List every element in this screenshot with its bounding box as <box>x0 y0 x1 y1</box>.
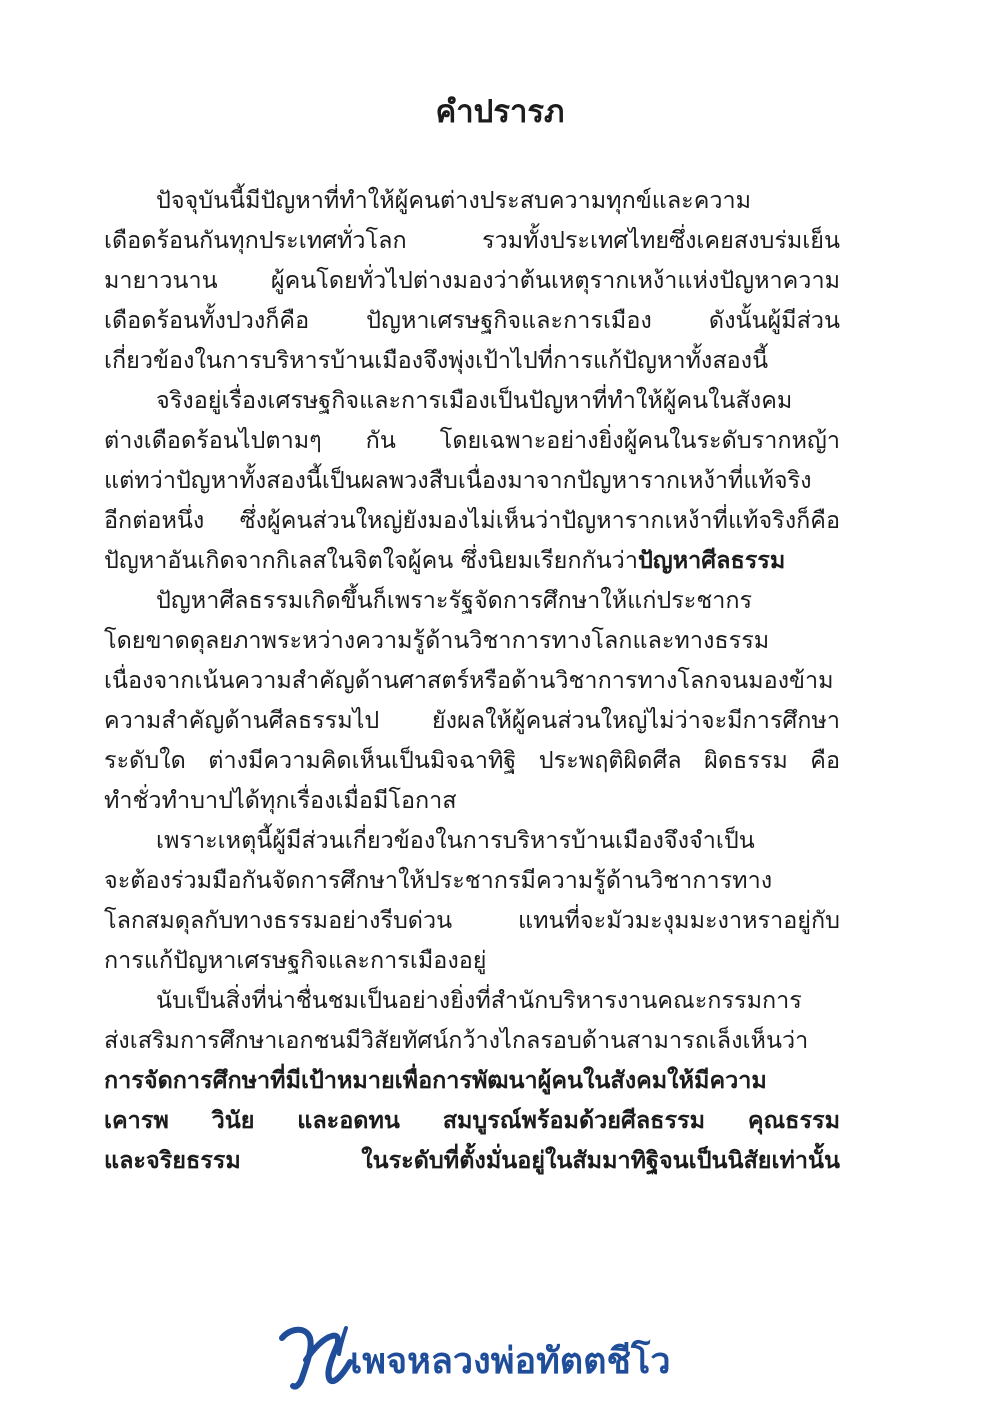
body-text <box>104 180 840 1180</box>
paragraph-5-line: ส่งเสริมการศึกษาเอกชนมีวิสัยทัศน์กว้างไกลรอบด้านสามารถเล็งเห็นว่า <box>104 1026 809 1054</box>
paragraph-2-line: ต่างเดือดร้อนไปตามๆ กัน โดยเฉพาะอย่างยิ่งผู้คนในระดับรากหญ้า <box>104 426 840 454</box>
paragraph-5-bold-line: และจริยธรรม ในระดับที่ตั้งมั่นอยู่ในสัมมาทิฐิจนเป็นนิสัยเท่านั้น <box>104 1146 840 1174</box>
paragraph-2-last-line <box>104 540 840 580</box>
paragraph-1-line: เดือดร้อนทั้งปวงก็คือ ปัญหาเศรษฐกิจและการเมือง ดังนั้นผู้มีส่วน <box>104 306 840 334</box>
paragraph-3-line: ปัญหาศีลธรรมเกิดขึ้นก็เพราะรัฐจัดการศึกษาให้แก่ประชากร <box>156 586 753 614</box>
paragraph-1-line: เดือดร้อนกันทุกประเทศทั่วโลก รวมทั้งประเทศไทยซึ่งเคยสงบร่มเย็น <box>104 226 840 254</box>
paragraph-1-line: เกี่ยวข้องในการบริหารบ้านเมืองจึงพุ่งเป้าไปที่การแก้ปัญหาทั้งสองนี้ <box>104 346 769 374</box>
paragraph-2-line: แต่ทว่าปัญหาทั้งสองนี้เป็นผลพวงสืบเนื่องมาจากปัญหารากเหง้าที่แท้จริง <box>104 466 812 494</box>
paragraph-5-bold-line: เคารพ วินัย และอดทน สมบูรณ์พร้อมด้วยศีลธรรม คุณธรรม <box>104 1106 840 1134</box>
paragraph-3-line: โดยขาดดุลยภาพระหว่างความรู้ด้านวิชาการทางโลกและทางธรรม <box>104 626 770 654</box>
paragraph-5-line: นับเป็นสิ่งที่น่าชื่นชมเป็นอย่างยิ่งที่สำนักบริหารงานคณะกรรมการ <box>156 986 802 1014</box>
paragraph-1-line: ปัจจุบันนี้มีปัญหาที่ทำให้ผู้คนต่างประสบความทุกข์และความ <box>156 186 752 214</box>
paragraph-2-line: จริงอยู่เรื่องเศรษฐกิจและการเมืองเป็นปัญหาที่ทำให้ผู้คนในสังคม <box>156 386 793 414</box>
paragraph-3-line: เนื่องจากเน้นความสำคัญด้านศาสตร์หรือด้านวิชาการทางโลกจนมองข้าม <box>104 666 834 694</box>
footer-page-name: เพจหลวงพ่อทัตตชีโว <box>350 1341 671 1382</box>
paragraph-5-bold-line: การจัดการศึกษาที่มีเป้าหมายเพื่อการพัฒนาผู้คนในสังคมให้มีความ <box>104 1066 767 1094</box>
paragraph-4-line: โลกสมดุลกับทางธรรมอย่างรีบด่วน แทนที่จะมัวมะงุมมะงาหราอยู่กับ <box>104 906 840 934</box>
page-title: คำปรารภ <box>435 94 565 130</box>
page-footer <box>276 1318 736 1398</box>
paragraph-4-line: จะต้องร่วมมือกันจัดการศึกษาให้ประชากรมีความรู้ด้านวิชาการทาง <box>104 866 773 894</box>
paragraph-3-line: ทำชั่วทำบาปได้ทุกเรื่องเมื่อมีโอกาส <box>104 786 457 814</box>
paragraph-1-line: มายาวนาน ผู้คนโดยทั่วไปต่างมองว่าต้นเหตุรากเหง้าแห่งปัญหาความ <box>104 266 840 294</box>
paragraph-2-last-text: ปัญหาอันเกิดจากกิเลสในจิตใจผู้คน ซึ่งนิยมเรียกกันว่า <box>104 546 638 574</box>
moral-problem-emphasis: ปัญหาศีลธรรม <box>637 546 786 574</box>
paragraph-4-line: การแก้ปัญหาเศรษฐกิจและการเมืองอยู่ <box>104 946 487 974</box>
paragraph-4-line: เพราะเหตุนี้ผู้มีส่วนเกี่ยวข้องในการบริหารบ้านเมืองจึงจำเป็น <box>156 826 755 854</box>
paragraph-2-line: อีกต่อหนึ่ง ซึ่งผู้คนส่วนใหญ่ยังมองไม่เห็นว่าปัญหารากเหง้าที่แท้จริงก็คือ <box>104 506 840 534</box>
stylized-thai-letter-logo-icon <box>276 1318 356 1398</box>
paragraph-3-line: ความสำคัญด้านศีลธรรมไป ยังผลให้ผู้คนส่วนใหญ่ไม่ว่าจะมีการศึกษา <box>104 706 840 734</box>
paragraph-3-line: ระดับใด ต่างมีความคิดเห็นเป็นมิจฉาทิฐิ ประพฤติผิดศีล ผิดธรรม คือ <box>104 746 840 774</box>
